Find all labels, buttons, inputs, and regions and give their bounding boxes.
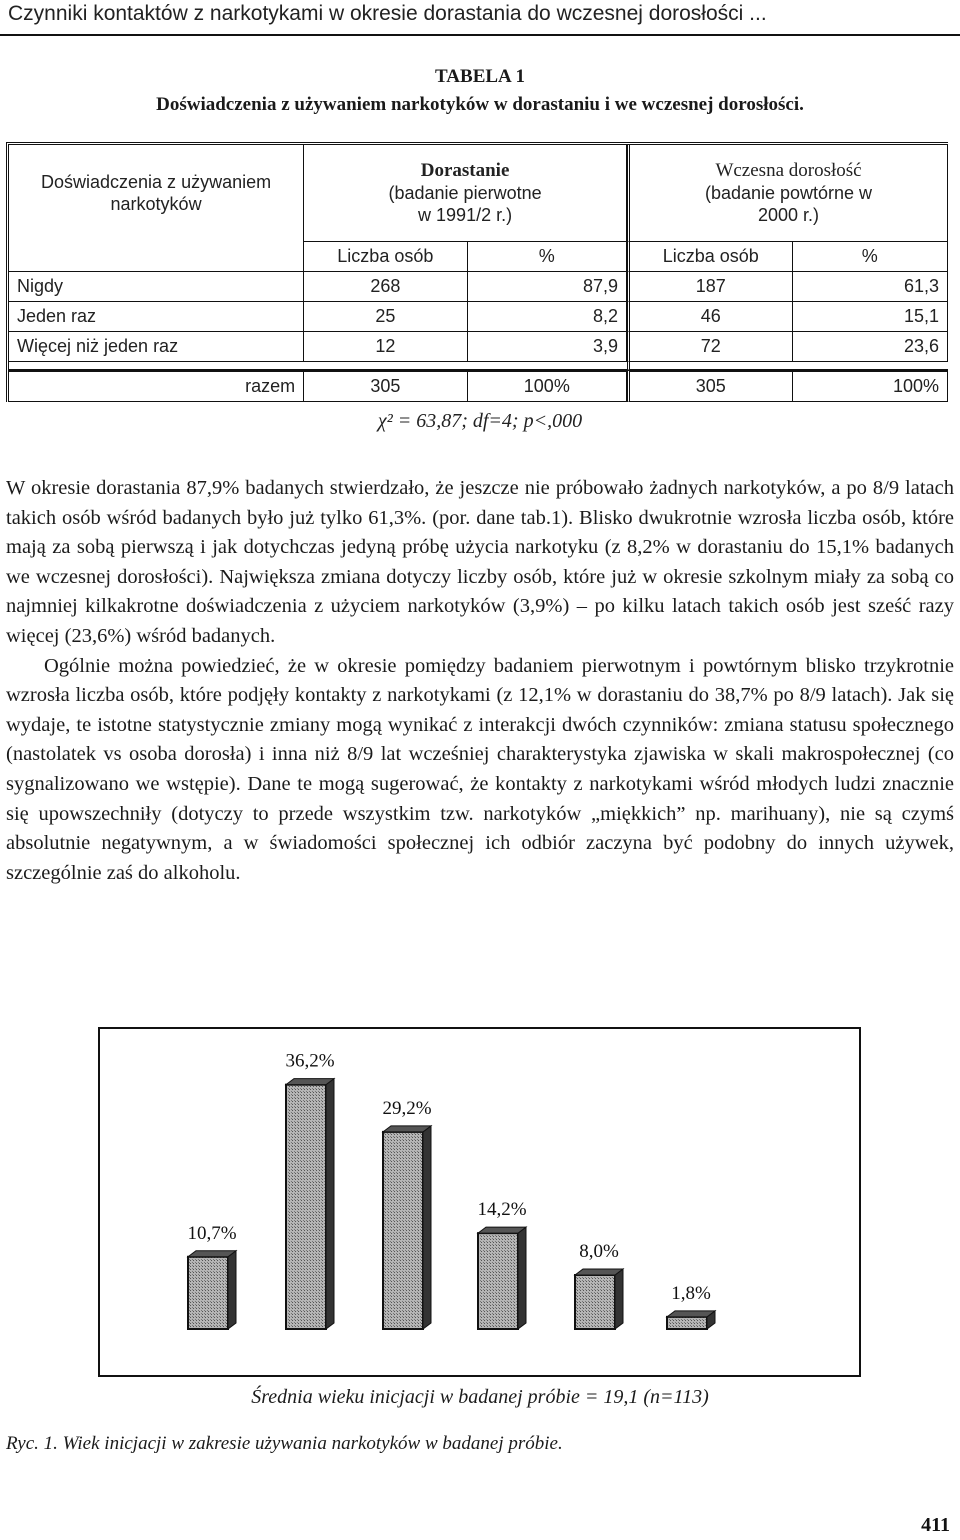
row-label: Nigdy (9, 272, 304, 302)
running-header: Czynniki kontaktów z narkotykami w okresie dorastania do wczesnej dorosłości ... (8, 2, 767, 25)
data-table (6, 142, 948, 402)
cell-p1: 3,9 (468, 332, 627, 362)
data-label: 29,2% (382, 1097, 432, 1119)
table-row (9, 272, 948, 302)
bar (286, 1079, 334, 1329)
header-rule (0, 34, 960, 36)
col-pct-1: % (468, 242, 627, 272)
cell-p2: 15,1 (793, 302, 949, 332)
table-caption: Doświadczenia z używaniem narkotyków w dorastaniu i we wczesnej dorosłości. (156, 94, 804, 115)
group2-title: Wczesna dorosłość (715, 160, 862, 181)
body-text (6, 474, 954, 888)
paragraph: W okresie dorastania 87,9% badanych stwierdzało, że jeszcze nie próbowało żadnych narkotyków, a po 8/9 latach takich osób wśród badanych było już tylko 61,3%. (por. dane tab.1). Blisko dwukrotnie wzrosła liczba osób, które mają za sobą pierwszą i jak dotychczas jedyną próbę użycia narkotyku (z 8,2% w dorastaniu do 15,1% badanych we wczesnej dorosłości). Największa zmiana dotyczy liczby osób, które już w okresie szkolnym miały za sobą co najmniej kilkakrotne doświadczenia z użyciem narkotyków (3,9%) – po kilku latach takich osób jest sześć razy więcej (23,6%) wśród badanych. (6, 477, 954, 647)
total-p1: 100% (468, 370, 627, 402)
group2-sub: (badanie powtórne w 2000 r.) (704, 183, 873, 225)
cell-n1: 25 (304, 302, 467, 332)
bar-chart (98, 1027, 861, 1377)
data-label: 10,7% (187, 1222, 237, 1244)
cell-n2: 72 (627, 332, 792, 362)
cell-p1: 8,2 (468, 302, 627, 332)
table-header-row (9, 145, 948, 242)
col-count-2: Liczba osób (627, 242, 792, 272)
row-label: Więcej niż jeden raz (9, 332, 304, 362)
cell-n1: 12 (304, 332, 467, 362)
data-label: 8,0% (579, 1241, 619, 1262)
cell-p2: 61,3 (793, 272, 949, 302)
page-number: 411 (921, 1514, 950, 1536)
bar (188, 1251, 236, 1329)
bar (667, 1311, 715, 1329)
col-pct-2: % (793, 242, 949, 272)
figure-caption: Ryc. 1. Wiek inicjacji w zakresie używania narkotyków w badanej próbie. (6, 1433, 563, 1454)
bar (575, 1269, 623, 1329)
chart-canvas (100, 1029, 859, 1375)
bar (478, 1227, 526, 1329)
row-label: Jeden raz (9, 302, 304, 332)
data-label: 1,8% (671, 1282, 711, 1304)
chi-square-stats: χ² = 63,87; df=4; p<,000 (377, 410, 583, 432)
cell-n1: 268 (304, 272, 467, 302)
group2-header (627, 145, 948, 242)
cell-n2: 46 (627, 302, 792, 332)
total-n2: 305 (627, 370, 792, 402)
table-number: TABELA 1 (435, 66, 525, 87)
row-header-cell (9, 145, 304, 272)
table-spacer (9, 362, 948, 370)
total-label: razem (9, 370, 304, 402)
total-p2: 100% (793, 370, 949, 402)
group1-sub: (badanie pierwotne w 1991/2 r.) (388, 183, 542, 225)
col-count-1: Liczba osób (304, 242, 467, 272)
cell-p2: 23,6 (793, 332, 949, 362)
cell-p1: 87,9 (468, 272, 627, 302)
total-n1: 305 (304, 370, 467, 402)
chart-note: Średnia wieku inicjacji w badanej próbie = 19,1 (n=113) (251, 1386, 709, 1408)
data-label: 36,2% (285, 1050, 335, 1072)
paragraph: Ogólnie można powiedzieć, że w okresie pomiędzy badaniem pierwotnym i powtórnym blisko trzykrotnie wzrosła liczba osób, które podjęły kontakty z narkotykami (z 12,1% w dorastaniu do 38,7% po 8/9 latach). Jak się wydaje, te istotne statystycznie zmiany mogą wynikać z interakcji dwóch czynników: zmiana statusu społecznego (nastolatek vs osoba dorosła) i inna niż 8/9 lat wcześniej charakterystyka zjawiska w skali makrospołecznej (co sygnalizowano we wstępie). Dane te mogą sugerować, że kontakty z narkotykami wśród młodych ludzi znacznie się upowszechniły (dotyczy to przede wszystkim tzw. narkotyków „miękkich” np. marihuany), nie są czymś absolutnie negatywnym, a w świadomości społecznej ich odbiór zaczyna być podobny do innych używek, szczególnie zaś do alkoholu. (6, 654, 954, 884)
table-row (9, 302, 948, 332)
group1-title: Dorastanie (420, 160, 510, 181)
group1-header (304, 145, 627, 242)
table-row (9, 332, 948, 362)
data-label: 14,2% (477, 1199, 527, 1221)
bar (383, 1126, 431, 1329)
cell-n2: 187 (627, 272, 792, 302)
row-header-label: Doświadczenia z używaniem narkotyków (41, 172, 272, 214)
table-total-row (9, 370, 948, 402)
